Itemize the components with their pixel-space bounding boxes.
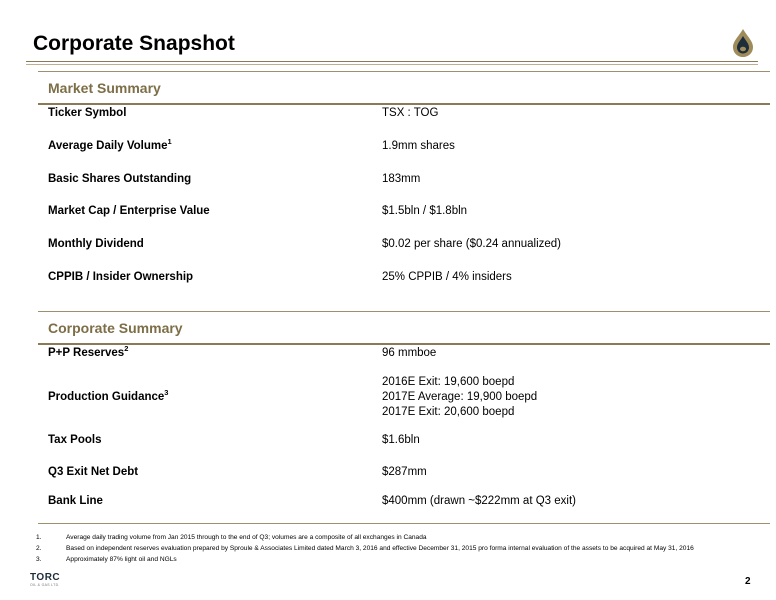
footnote-ref: 3 xyxy=(164,388,169,398)
row-value: 96 mmboe xyxy=(382,347,437,359)
corporate-summary-bottom-rule xyxy=(38,343,770,345)
row-value: $1.5bln / $1.8bln xyxy=(382,205,468,217)
row-label: Q3 Exit Net Debt xyxy=(48,466,139,478)
slide-title: Corporate Snapshot xyxy=(33,32,235,55)
row-value: 183mm xyxy=(382,173,421,185)
row-label: Monthly Dividend xyxy=(48,238,144,250)
row-value: 1.9mm shares xyxy=(382,140,455,152)
footnote-number: 1. xyxy=(36,534,42,541)
footnote-ref: 2 xyxy=(124,344,129,354)
row-label: Tax Pools xyxy=(48,434,102,446)
row-label: Production Guidance$^3$ xyxy=(48,388,169,403)
row-value: $400mm (drawn ~$222mm at Q3 exit) xyxy=(382,495,576,507)
row-value: TSX : TOG xyxy=(382,107,439,119)
footnote-text: Based on independent reserves evaluation prepared by Sproule & Associates Limited dated March 3, 2016 and effective December 31, 2015 pro forma internal evaluation of the assets to be acquired at May 31, 2016 xyxy=(66,545,694,552)
torc-logo xyxy=(30,572,60,592)
page-number: 2 xyxy=(745,576,751,587)
row-value: $0.02 per share ($0.24 annualized) xyxy=(382,238,562,250)
footnote-text: Average daily trading volume from Jan 2015 through to the end of Q3; volumes are a composite of all exchanges in Canada xyxy=(66,534,427,541)
row-value-line: 2017E Average: 19,900 boepd xyxy=(382,391,538,403)
row-value: 25% CPPIB / 4% insiders xyxy=(382,271,512,283)
market-summary-heading: Market Summary xyxy=(48,80,161,96)
row-value-line: 2016E Exit: 19,600 boepd xyxy=(382,376,515,388)
corporate-summary-heading: Corporate Summary xyxy=(48,320,183,336)
torc-logo-text: TORC xyxy=(30,572,61,583)
footnote-number: 2. xyxy=(36,545,42,552)
footnote-text: Approximately 87% light oil and NGLs xyxy=(66,556,177,563)
row-label: P+P Reserves$^2$ xyxy=(48,344,129,359)
torc-logo-subtext: OIL & GAS LTD. xyxy=(30,583,60,587)
oil-drop-logo-icon xyxy=(731,28,755,58)
row-label: Basic Shares Outstanding xyxy=(48,173,192,185)
row-label: CPPIB / Insider Ownership xyxy=(48,271,194,283)
row-value-line: 2017E Exit: 20,600 boepd xyxy=(382,406,515,418)
footnote-number: 3. xyxy=(36,556,42,563)
table-bottom-rule xyxy=(38,523,770,524)
row-label: Ticker Symbol xyxy=(48,107,127,119)
row-value: $287mm xyxy=(382,466,427,478)
row-label: Average Daily Volume$^1$ xyxy=(48,137,172,152)
row-value: $1.6bln xyxy=(382,434,420,446)
title-rule-secondary xyxy=(26,64,758,65)
row-label: Market Cap / Enterprise Value xyxy=(48,205,210,217)
footnote-ref: 1 xyxy=(167,137,172,147)
market-summary-bottom-rule xyxy=(38,103,770,105)
title-rule xyxy=(26,61,758,62)
table-row xyxy=(48,376,748,421)
row-label: Bank Line xyxy=(48,495,103,507)
